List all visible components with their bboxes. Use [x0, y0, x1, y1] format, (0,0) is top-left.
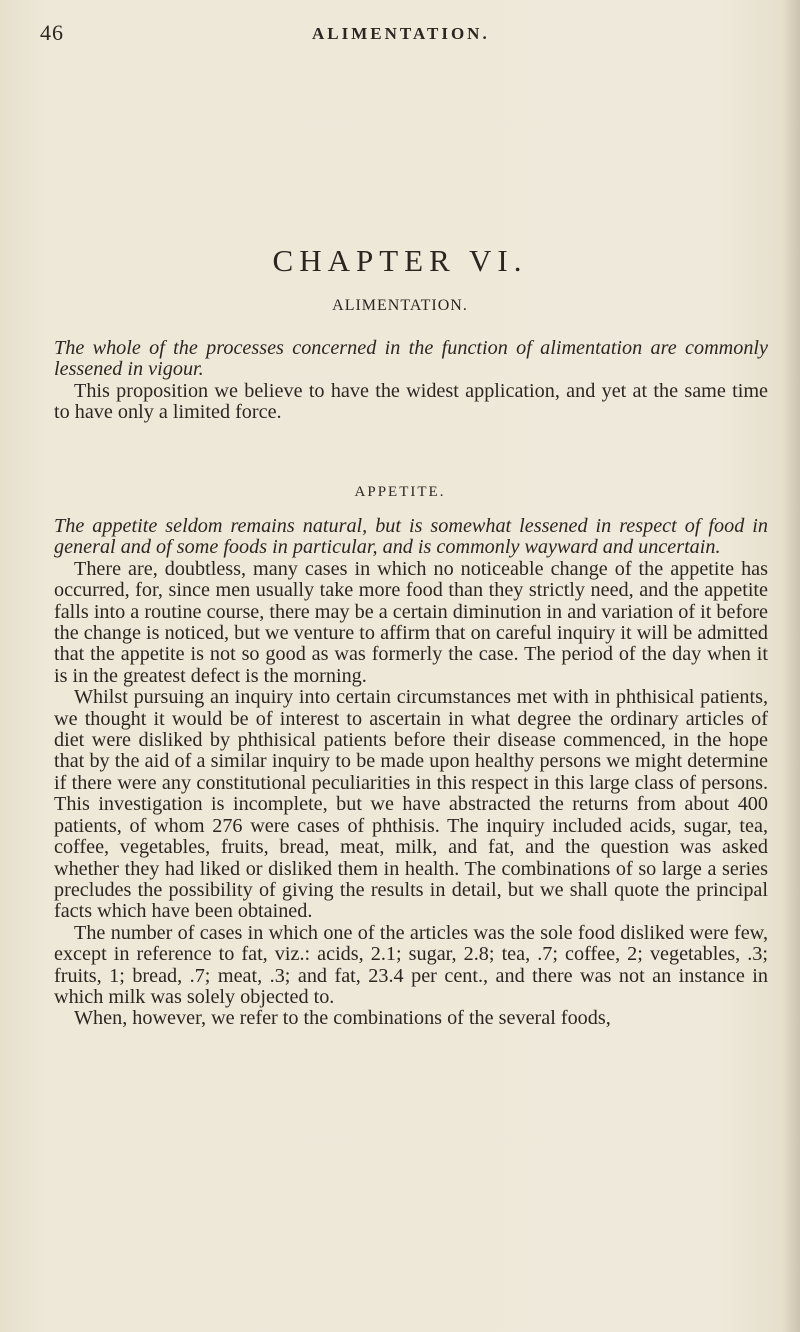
intro-proposition: The whole of the processes concerned in the function of alimentation are commonly lessened in vigour.: [54, 337, 768, 381]
section-heading-appetite: APPETITE.: [354, 484, 446, 500]
intro-section: [54, 338, 768, 424]
running-head-title: ALIMENTATION.: [312, 24, 490, 43]
page-number: 46: [40, 20, 64, 45]
chapter-subtitle: ALIMENTATION.: [332, 297, 468, 314]
chapter-title: CHAPTER VI.: [272, 243, 528, 278]
appetite-paragraph-1: There are, doubtless, many cases in which no noticeable change of the appetite has occurred, for, since men usually take more food than they strictly need, and the appetite falls into a routine course, there may be a certain diminution in and variation of it before the change is noticed, but we venture to affirm that on careful inquiry it will be admitted that the appetite is not so good as was formerly the case. The period of the day when it is in the greatest defect is the morning.: [54, 557, 768, 687]
appetite-paragraph-2: Whilst pursuing an inquiry into certain circumstances met with in phthisical patients, we thought it would be of interest to ascertain in what degree the ordinary articles of diet were disliked by phthisical patients before their disease commenced, in the hope that by the aid of a similar inquiry to be made upon healthy persons we might determine if there were any constitutional peculiarities in this respect in this large class of persons. This investigation is incomplete, but we have abstracted the returns from about 400 patients, of whom 276 were cases of phthisis. The inquiry included acids, sugar, tea, coffee, vegetables, fruits, bread, meat, milk, and fat, and the question was asked whether they had liked or disliked them in health. The combinations of so large a series precludes the possibility of giving the results in detail, but we shall quote the principal facts which have been obtained.: [54, 686, 768, 923]
appetite-paragraph-4: When, however, we refer to the combinations of the several foods,: [74, 1007, 611, 1030]
page-edge-shadow: [782, 0, 800, 1332]
running-head: [40, 20, 760, 50]
intro-paragraph: This proposition we believe to have the widest application, and yet at the same time to have only a limited force.: [54, 379, 768, 424]
appetite-paragraph-3: The number of cases in which one of the articles was the sole food disliked were few, except in reference to fat, viz.: acids, 2.1; sugar, 2.8; tea, .7; coffee, 2; vegetables, .3; fruits, 1; bread, .7; meat, .3; and fat, 23.4 per cent., and there was not an instance in which milk was solely objected to.: [54, 921, 768, 1008]
appetite-proposition: The appetite seldom remains natural, but is somewhat lessened in respect of food in general and of some foods in particular, and is commonly wayward and uncertain.: [54, 515, 768, 559]
appetite-section: [54, 516, 768, 1030]
